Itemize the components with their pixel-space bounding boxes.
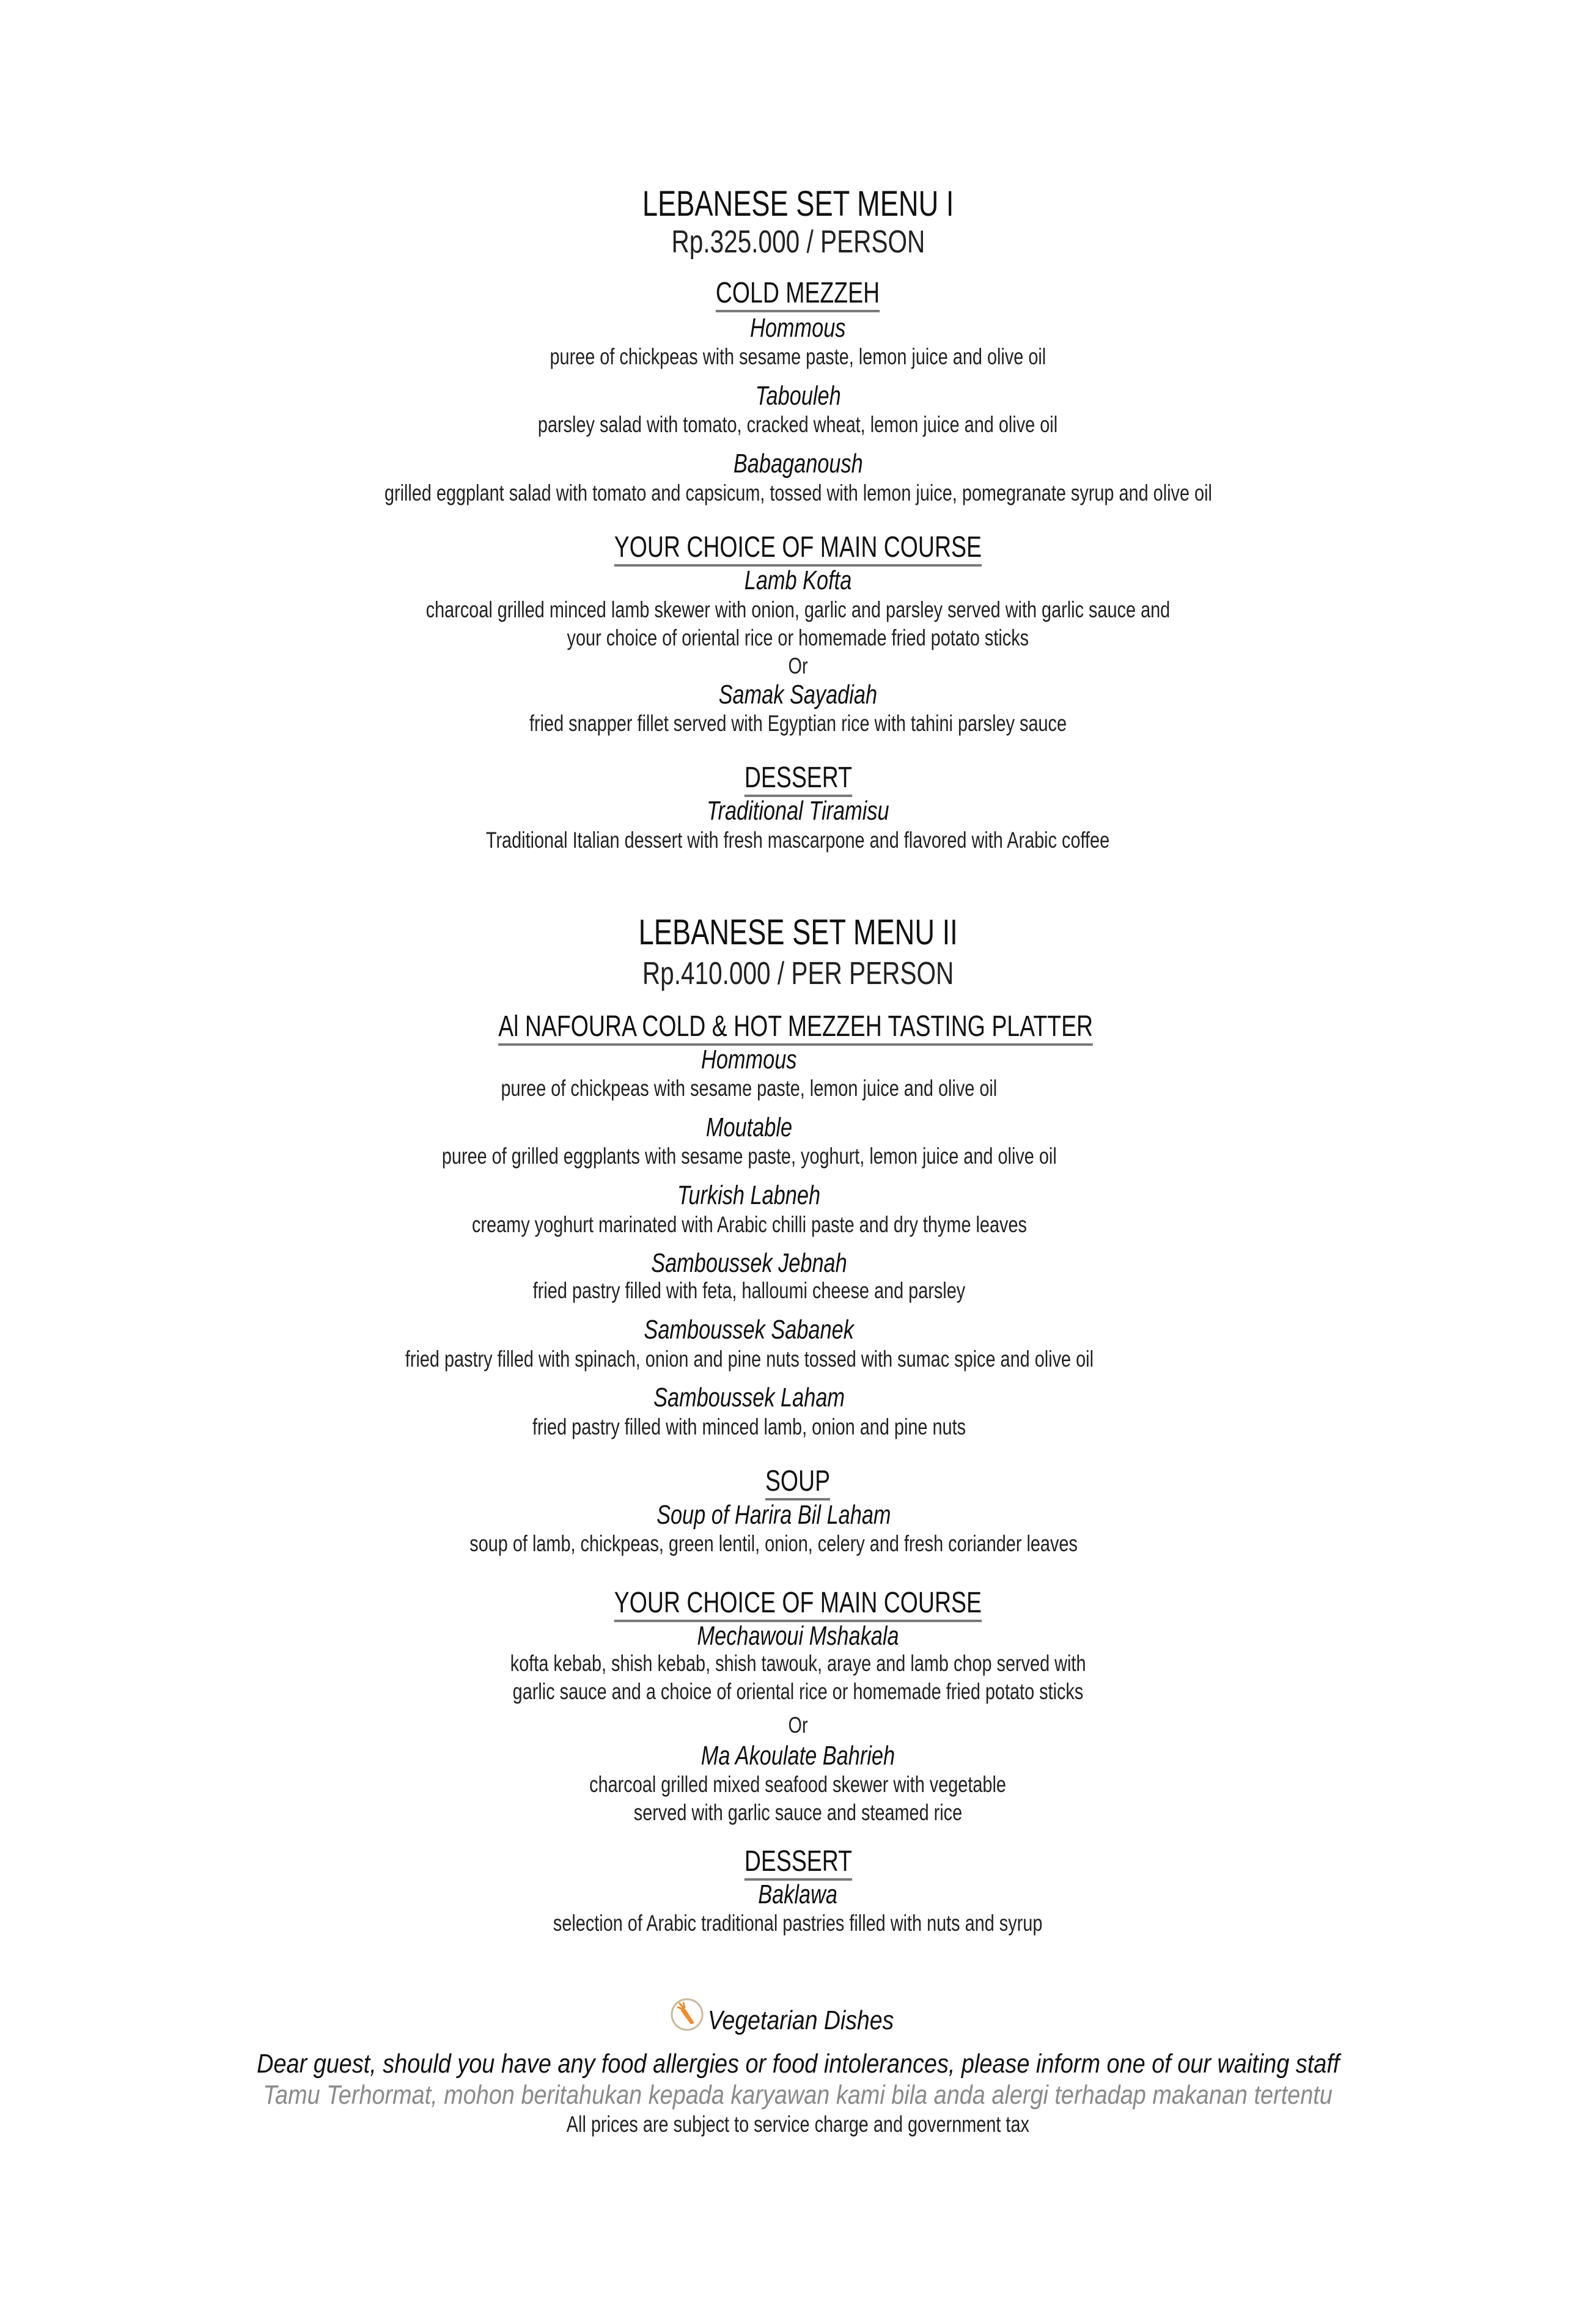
menu2-item-desc: puree of chickpeas with sesame paste, lemon juice and olive oil	[501, 1076, 998, 1101]
menu2-item-name: Samboussek Laham	[653, 1383, 845, 1412]
menu2-item-name: Ma Akoulate Bahrieh	[701, 1741, 895, 1771]
menu1-item-desc: puree of chickpeas with sesame paste, lemon juice and olive oil	[550, 344, 1046, 369]
menu2-soup-heading: SOUP	[0, 1464, 1596, 1500]
menu2-main-course-heading: YOUR CHOICE OF MAIN COURSE	[0, 1586, 1596, 1622]
menu2-item-desc: selection of Arabic traditional pastries filled with nuts and syrup	[553, 1911, 1043, 1936]
allergy-notice-indonesian: Tamu Terhormat, mohon beritahukan kepada karyawan kami bila anda alergi terhadap makanan tertentu	[263, 2080, 1333, 2110]
menu2-item-name: Soup of Harira Bil Laham	[656, 1500, 891, 1530]
menu1-item-name: Hommous	[750, 313, 846, 343]
menu1-main-course-heading: YOUR CHOICE OF MAIN COURSE	[0, 531, 1596, 567]
menu2-item-desc: garlic sauce and a choice of oriental rice or homemade fried potato sticks	[512, 1679, 1084, 1704]
menu1-item-desc: your choice of oriental rice or homemade fried potato sticks	[567, 625, 1029, 650]
menu1-dessert-heading: DESSERT	[0, 761, 1596, 797]
menu1-title: LEBANESE SET MENU I	[642, 184, 954, 224]
menu1-item-name: Samak Sayadiah	[718, 680, 878, 710]
menu2-title: LEBANESE SET MENU II	[638, 913, 958, 952]
menu2-item-name: Baklawa	[758, 1879, 838, 1909]
menu2-mezzeh-heading: Al NAFOURA COLD & HOT MEZZEH TASTING PLATTER	[0, 1010, 1594, 1046]
menu2-item-name: Samboussek Sabanek	[644, 1315, 855, 1345]
vegetarian-legend	[0, 1997, 1596, 2036]
menu2-item-name: Moutable	[705, 1112, 793, 1142]
menu2-dessert-heading: DESSERT	[0, 1845, 1596, 1881]
menu2-item-desc: creamy yoghurt marinated with Arabic chilli paste and dry thyme leaves	[471, 1212, 1027, 1237]
menu2-item-desc: puree of grilled eggplants with sesame paste, yoghurt, lemon juice and olive oil	[441, 1144, 1057, 1169]
menu2-item-desc: charcoal grilled mixed seafood skewer with vegetable	[589, 1772, 1007, 1797]
menu2-price: Rp.410.000 / PER PERSON	[642, 956, 954, 991]
menu1-item-name: Lamb Kofta	[744, 565, 852, 595]
menu1-item-name: Traditional Tiramisu	[707, 796, 889, 826]
menu2-item-desc: fried pastry filled with feta, halloumi cheese and parsley	[532, 1278, 966, 1303]
menu1-item-name: Babaganoush	[733, 449, 863, 479]
menu2-item-desc: fried pastry filled with spinach, onion and pine nuts tossed with sumac spice and olive oil	[405, 1346, 1094, 1372]
menu2-item-desc: served with garlic sauce and steamed rice	[633, 1800, 963, 1825]
allergy-notice-english: Dear guest, should you have any food allergies or food intolerances, please inform one of our waiting staff	[256, 2049, 1340, 2079]
menu1-or-separator: Or	[788, 653, 808, 678]
menu2-item-name: Turkish Labneh	[677, 1180, 821, 1210]
tax-notice: All prices are subject to service charge and government tax	[566, 2112, 1030, 2137]
menu1-price: Rp.325.000 / PERSON	[671, 224, 925, 260]
menu1-item-desc: Traditional Italian dessert with fresh mascarpone and flavored with Arabic coffee	[486, 828, 1110, 853]
menu2-or-separator: Or	[788, 1713, 808, 1738]
menu1-item-desc: parsley salad with tomato, cracked wheat, lemon juice and olive oil	[538, 412, 1058, 437]
menu1-cold-mezzeh-heading: COLD MEZZEH	[0, 276, 1596, 312]
menu1-item-desc: fried snapper fillet served with Egyptian rice with tahini parsley sauce	[529, 711, 1067, 736]
menu1-item-desc: charcoal grilled minced lamb skewer with onion, garlic and parsley served with garlic sauce and	[425, 597, 1171, 622]
menu2-item-name: Hommous	[701, 1045, 797, 1074]
menu2-item-desc: fried pastry filled with minced lamb, onion and pine nuts	[532, 1414, 966, 1439]
carrot-icon	[670, 1997, 704, 2032]
menu2-item-desc: soup of lamb, chickpeas, green lentil, onion, celery and fresh coriander leaves	[469, 1531, 1078, 1556]
menu2-item-name: Mechawoui Mshakala	[697, 1621, 899, 1651]
menu2-item-name: Samboussek Jebnah	[651, 1248, 847, 1278]
menu2-item-desc: kofta kebab, shish kebab, shish tawouk, araye and lamb chop served with	[510, 1651, 1086, 1676]
vegetarian-label: Vegetarian Dishes	[707, 2005, 894, 2035]
menu1-item-name: Tabouleh	[755, 381, 841, 411]
menu1-item-desc: grilled eggplant salad with tomato and capsicum, tossed with lemon juice, pomegranate syrup and olive oil	[384, 480, 1212, 505]
